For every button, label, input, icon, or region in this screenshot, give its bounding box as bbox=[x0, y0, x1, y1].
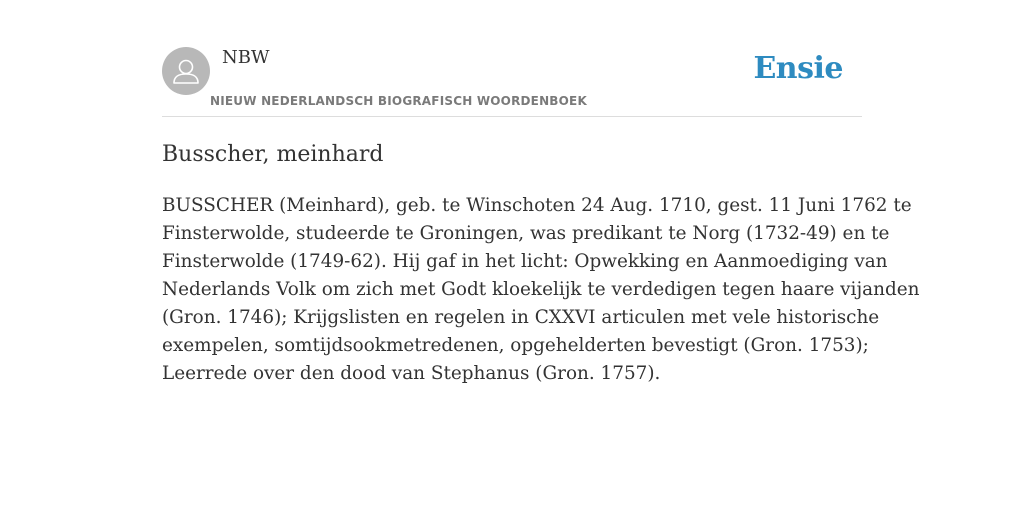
entry-body bbox=[162, 192, 920, 388]
ensie-logo[interactable]: Ensie bbox=[753, 51, 843, 86]
source-header bbox=[162, 46, 862, 117]
entry-line: BUSSCHER (Meinhard), geb. te Winschoten 24 Aug. 1710, gest. 11 Juni 1762 te bbox=[162, 195, 912, 216]
source-abbreviation[interactable]: NBW bbox=[222, 47, 270, 68]
source-avatar[interactable] bbox=[162, 47, 210, 95]
entry-line: Nederlands Volk om zich met Godt kloekelijk te verdedigen tegen haare vijanden bbox=[162, 279, 920, 300]
entry-line: exempelen, somtijdsookmetredenen, opgehelderten bevestigt (Gron. 1753); bbox=[162, 335, 869, 356]
user-placeholder-icon bbox=[162, 47, 210, 95]
entry-line: Finsterwolde (1749-62). Hij gaf in het licht: Opwekking en Aanmoediging van bbox=[162, 251, 888, 272]
entry-line: Leerrede over den dood van Stephanus (Gron. 1757). bbox=[162, 363, 661, 384]
entry-title: Busscher, meinhard bbox=[162, 142, 384, 167]
entry-line: (Gron. 1746); Krijgslisten en regelen in CXXVI articulen met vele historische bbox=[162, 307, 880, 328]
entry-line: Finsterwolde, studeerde te Groningen, was predikant te Norg (1732-49) en te bbox=[162, 223, 890, 244]
source-full-name: NIEUW NEDERLANDSCH BIOGRAFISCH WOORDENBOEK bbox=[210, 94, 587, 108]
